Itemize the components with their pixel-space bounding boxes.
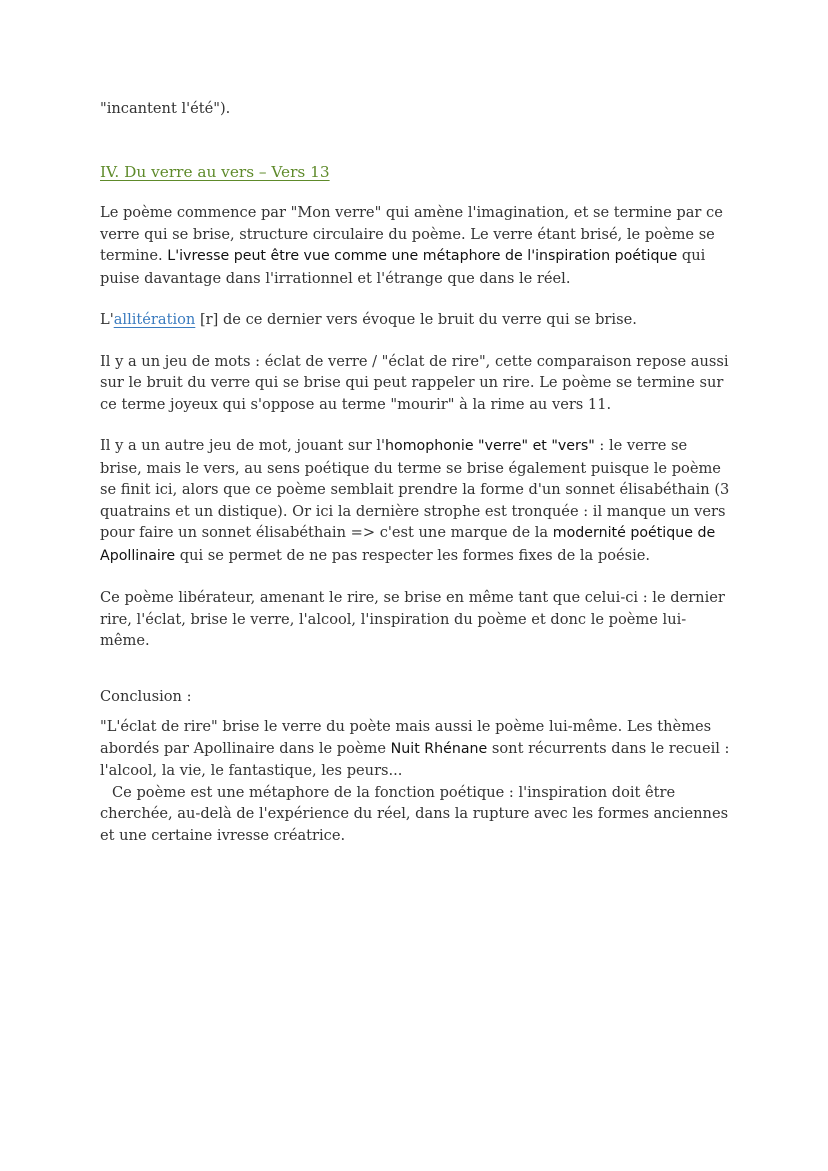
paragraph-text: qui se permet de ne pas respecter les formes fixes de la poésie. (175, 546, 651, 564)
highlight-modernite: modernité poétique de Apollinaire (100, 525, 716, 564)
paragraph-text: sont récurrents dans le recueil : l'alcool, la vie, le fantastique, les peurs... (100, 739, 730, 779)
paragraph-liberateur: Ce poème libérateur, amenant le rire, se brise en même tant que celui-ci : le dernier rire, l'éclat, brise le verre, l'alcool, l'inspiration du poème et donc le poème lui-même. (100, 589, 725, 649)
paragraph-alliteration (100, 309, 732, 331)
paragraph-text: qui puise davantage dans l'irrationnel et l'étrange que dans le réel. (100, 247, 706, 287)
paragraph-text: Le poème commence par "Mon verre" qui amène l'imagination, et se termine par ce verre qui se brise, structure circulaire du poème. Le verre étant brisé, le poème se termine. (100, 204, 723, 264)
paragraph-structure (100, 202, 732, 289)
highlight-homophonie: homophonie "verre" et "vers" (385, 438, 595, 454)
paragraph-jeu-de-mots: Il y a un jeu de mots : éclat de verre / "éclat de rire", cette comparaison repose aussi sur le bruit du verre qui se brise qui peut rappeler un rire. Le poème se termine sur ce terme joyeux qui s'oppose au terme "mourir" à la rime au vers 11. (100, 352, 729, 413)
section-heading: IV. Du verre au vers – Vers 13 (100, 162, 330, 181)
paragraph-text: [r] de ce dernier vers évoque le bruit du verre qui se brise. (195, 311, 637, 328)
paragraph-text: : le verre se brise, mais le vers, au sens poétique du terme se brise également puisque le poème se finit ici, alors que ce poème semblait prendre la forme d'un sonnet élisabéthain (3 quatrains et un distique). Or ici la dernière strophe est tronquée : il manque un vers pour faire un sonnet élisabéthain => c'est une marque de la (100, 437, 730, 541)
highlight-nuit-rhenane: Nuit Rhénane (390, 740, 488, 757)
paragraph-text: "L'éclat de rire" brise le verre du poète mais aussi le poème lui-même. Les thèmes abordés par Apollinaire dans le poème (100, 718, 712, 757)
conclusion-paragraph-2: Ce poème est une métaphore de la fonction poétique : l'inspiration doit être cherchée, au-delà de l'expérience du réel, dans la rupture avec les formes anciennes et une certaine ivresse créatrice. (100, 783, 729, 844)
conclusion-title: Conclusion : (100, 687, 192, 705)
highlight-ivresse: L'ivresse peut être vue comme une métaphore de l'inspiration poétique (167, 248, 678, 264)
alliteration-link[interactable]: allitération (113, 311, 196, 328)
intro-line: "incantent l'été"). (100, 100, 231, 117)
document-page (100, 98, 732, 846)
paragraph-text: Il y a un autre jeu de mot, jouant sur l' (100, 437, 386, 454)
conclusion-paragraph (100, 716, 732, 782)
paragraph-homophonie (100, 435, 732, 567)
paragraph-text: L' (100, 311, 114, 328)
